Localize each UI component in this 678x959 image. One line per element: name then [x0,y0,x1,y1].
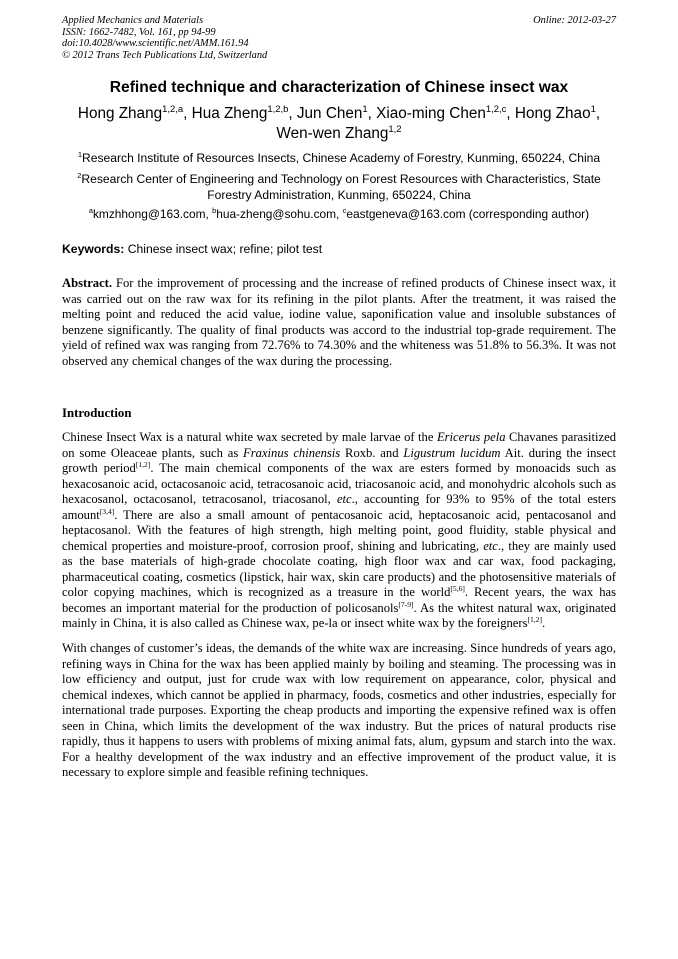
italic-text: etc [483,538,498,553]
text-run: Chavanes parasitized on some Oleaceae plants, such as [62,430,616,460]
keywords-label: Keywords: [62,242,125,256]
issn-line: ISSN: 1662-7482, Vol. 161, pp 94-99 [62,26,216,38]
author-affiliation-mark: 1,2,a [162,103,184,115]
section-heading-introduction: Introduction [62,406,132,420]
affiliation-1 [50,151,628,167]
text-run: . Recent years, the wax has becomes an important material for the production of policosanols [62,585,617,615]
email-mark: c [342,206,347,216]
text-run: Roxb. and [345,445,399,460]
species-name: Fraxinus chinensis [243,445,341,460]
copyright-line: © 2012 Trans Tech Publications Ltd, Switzerland [62,49,268,61]
text-run: ., they are mainly used as the base materials of high-grade chocolate coating, high floor wax and car wax, food packaging, pharmaceutical coating, cosmetics (lipstick, hair wax, skin care products) and the photosensitive materials of color copying machines, which is recognized as a treasure in the world [62,538,616,599]
text-run: . As the whitest natural wax, originated mainly in China, it is also called as Chinese wax, pe-la or insect white wax by the foreigners [62,600,616,630]
author-name: Wen-wen Zhang [276,125,389,142]
email-line [50,207,628,222]
citation: [1,2] [135,459,151,469]
citation: [3,4] [99,506,115,516]
affiliation-text-line1: Research Center of Engineering and Technology on Forest Resources with Characteristics, State [81,172,601,186]
email-mark: a [88,206,93,216]
affiliation-mark: 2 [77,170,82,180]
text-run: ., accounting for 93% to 95% of the total esters amount [62,492,616,522]
species-name: Ericerus pela [436,430,506,444]
author-affiliation-mark: 1,2,c [485,103,507,115]
affiliation-text: Research Institute of Resources Insects, Chinese Academy of Forestry, Kunming, 650224, China [82,151,601,165]
email-mark: b [212,206,217,216]
author-affiliation-mark: 1,2 [388,123,402,135]
author-affiliation-mark: 1,2,b [267,103,289,115]
doi-line: doi:10.4028/www.scientific.net/AMM.161.94 [62,38,249,49]
text-run: . [541,616,546,630]
online-date: Online: 2012-03-27 [533,15,616,26]
author-name: Jun Chen [296,105,363,122]
running-header [62,15,616,61]
keywords [62,242,616,256]
paper-title: Refined technique and characterization of Chinese insect wax [109,79,569,96]
author-name: Hong Zhang [77,105,163,122]
text-run: Ait. during the insect growth period [62,445,616,475]
text-run: . There are also a small amount of pentacosanoic acid, heptacosanoic acid, pentacosanol and heptacosanol. With the features of high strength, high melting point, good fluidity, stable physical and chemical properties and moisture-proof, corrosion proof, shining and lubricating, [62,507,616,553]
text-run: Chinese Insect Wax is a natural white wax secreted by male larvae of the [62,430,434,444]
species-name: Ligustrum lucidum [403,445,501,460]
affiliation-mark: 1 [77,149,83,159]
affiliation-text-line2: Forestry Administration, Kunming, 650224, China [207,187,471,202]
author-affiliation-mark: 1 [362,103,368,115]
text-run: . The main chemical components of the wax are esters formed by monoacids such as hexacosanoic acid, octacosanoic acid, tetracosanoic acid, triacosanoic acid, and monohydric alcohols such as hexacosanol, octacosanol, tetracosanol, triacosanol, [62,461,617,506]
intro-paragraph-2: With changes of customer’s ideas, the demands of the white wax are increasing. Since hundreds of years ago, refining ways in China for the wax has been applied mainly by boiling and steaming. The processing was in low efficiency and output, just for crude wax with low requirement on appearance, color, physical and chemical indexes, which cannot be applied in pharmacy, foods, cosmetics and other industries, especially for international trade purposes. Exporting the cheap products and importing the expensive refined wax is offen seen in China, which limits the development of the wax industry. But the prices of natural products rise rapidly, thus it happens to users with problems of mixing animal fats, alum, gypsum and starch into the wax. For a healthy development of the wax industry and an effective improvement of the product value, it is necessary to explore simple and feasible refining techniques. [62,641,616,779]
journal-name: Applied Mechanics and Materials [62,15,204,26]
italic-text: etc [336,492,352,506]
email-c: eastgeneva@163.com (corresponding author) [346,207,590,221]
affiliation-2 [50,172,628,203]
intro-paragraph-1 [62,430,616,632]
author-list: Hong Zhang$^{1,2,a}$, Hua Zheng$^{1,2,b}$, Jun Chen$^1$, Xiao-ming Chen$^{1,2,c}$, Hong Zhao$^1$, Wen-wen Zhang$^{1,2}$ [77,103,601,142]
keywords-text: Chinese insect wax; refine; pilot test [127,242,323,256]
email-b: hua-zheng@sohu.com, [216,207,340,221]
author-name: Hua Zheng [191,105,268,122]
citation: [7-9] [398,599,414,609]
abstract [62,276,616,369]
citation: [1,2] [527,614,542,624]
abstract-text: For the improvement of processing and the increase of refined products of Chinese insect wax, it was carried out on the raw wax for its refining in the pilot plants. After the treatment, it was raised the melting point and reduced the acid value, iodine value, saponification value and insoluble substances of benzene significantly. The quality of final products was accord to the industrial top-grade requirement. The yield of refined wax was ranging from 72.76% to 74.30% and the whiteness was 51.8% to 56.3%. It was not observed any chemical changes of the wax during the processing. [62,276,616,368]
email-a: kmzhhong@163.com, [92,207,209,221]
citation: [5,6] [450,583,465,593]
author-name: Hong Zhao [514,105,591,122]
author-affiliation-mark: 1 [590,103,596,115]
author-name: Xiao-ming Chen [376,105,486,122]
abstract-label: Abstract. [62,276,113,290]
